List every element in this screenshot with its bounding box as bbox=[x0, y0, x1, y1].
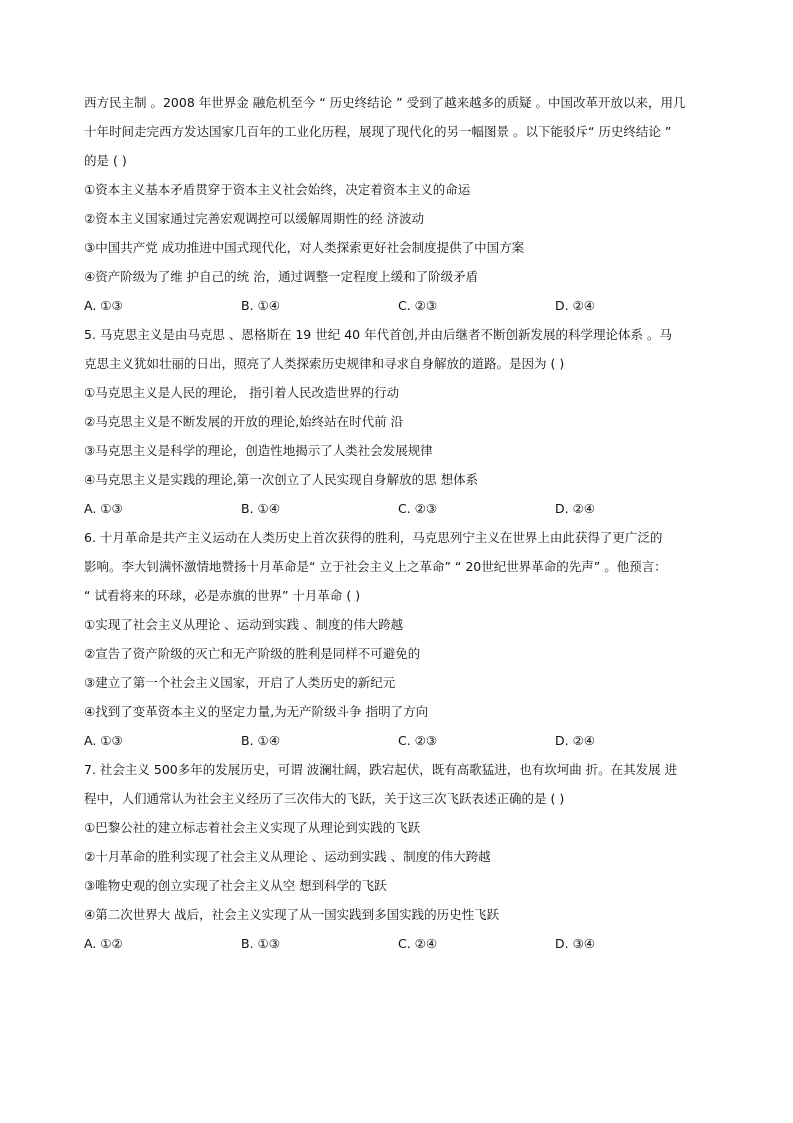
statement-item: ③马克思主义是科学的理论，创造性地揭示了人类社会发展规律 bbox=[84, 443, 433, 458]
statement-item: ①巴黎公社的建立标志着社会主义实现了从理论到实践的飞跃 bbox=[84, 820, 421, 835]
option-d: D. ②④ bbox=[555, 298, 595, 313]
question-4 bbox=[84, 88, 724, 320]
statement-item: ②宣告了资产阶级的灭亡和无产阶级的胜利是同样不可避免的 bbox=[84, 646, 421, 661]
statement-item: ③唯物史观的创立实现了社会主义从空 想到科学的飞跃 bbox=[84, 878, 387, 893]
option-b: B. ①③ bbox=[241, 936, 280, 951]
question-stem-line: “ 试看将来的环球，必是赤旗的世界” 十月革命 ( ) bbox=[84, 588, 361, 603]
question-7 bbox=[84, 755, 724, 958]
option-b: B. ①④ bbox=[241, 298, 280, 313]
option-b: B. ①④ bbox=[241, 501, 280, 516]
answer-options bbox=[84, 494, 724, 523]
question-6 bbox=[84, 523, 724, 755]
statement-item: ①马克思主义是人民的理论， 指引着人民改造世界的行动 bbox=[84, 385, 400, 400]
option-c: C. ②③ bbox=[398, 501, 438, 516]
answer-options bbox=[84, 929, 724, 958]
statement-item: ③建立了第一个社会主义国家，开启了人类历史的新纪元 bbox=[84, 675, 396, 690]
option-c: C. ②④ bbox=[398, 936, 438, 951]
question-stem-line: 的是 ( ) bbox=[84, 153, 127, 168]
statement-item: ①资本主义基本矛盾贯穿于资本主义社会始终，决定着资本主义的命运 bbox=[84, 182, 471, 197]
option-d: D. ③④ bbox=[555, 936, 595, 951]
question-stem-line: 程中，人们通常认为社会主义经历了三次伟大的飞跃，关于这三次飞跃表述正确的是 ( ) bbox=[84, 791, 565, 806]
question-stem-line: 7. 社会主义 500多年的发展历史，可谓 波澜壮阔，跌宕起伏，既有高歌猛进，也有坎坷曲 折。在其发展 进 bbox=[84, 762, 678, 777]
answer-options bbox=[84, 726, 724, 755]
statement-item: ①实现了社会主义从理论 、运动到实践 、制度的伟大跨越 bbox=[84, 617, 404, 632]
option-a: A. ①③ bbox=[84, 733, 123, 748]
answer-options bbox=[84, 291, 724, 320]
question-stem-line: 5. 马克思主义是由马克思 、恩格斯在 19 世纪 40 年代首创,并由后继者不断创新发展的科学理论体系 。马 bbox=[84, 327, 673, 342]
option-d: D. ②④ bbox=[555, 501, 595, 516]
question-stem-line: 西方民主制 。2008 年世界金 融危机至今 “ 历史终结论 ” 受到了越来越多的质疑 。中国改革开放以来，用几 bbox=[84, 95, 686, 110]
statement-item: ④资产阶级为了维 护自己的统 治，通过调整一定程度上缓和了阶级矛盾 bbox=[84, 269, 479, 284]
statement-item: ④第二次世界大 战后，社会主义实现了从一国实践到多国实践的历史性飞跃 bbox=[84, 907, 500, 922]
option-d: D. ②④ bbox=[555, 733, 595, 748]
option-c: C. ②③ bbox=[398, 298, 438, 313]
question-stem-line: 6. 十月革命是共产主义运动在人类历史上首次获得的胜利，马克思列宁主义在世界上由此获得了更广泛的 bbox=[84, 530, 663, 545]
option-a: A. ①③ bbox=[84, 501, 123, 516]
option-a: A. ①② bbox=[84, 936, 123, 951]
option-b: B. ①④ bbox=[241, 733, 280, 748]
option-a: A. ①③ bbox=[84, 298, 123, 313]
statement-item: ②资本主义国家通过完善宏观调控可以缓解周期性的经 济波动 bbox=[84, 211, 425, 226]
statement-item: ④找到了变革资本主义的坚定力量,为无产阶级斗争 指明了方向 bbox=[84, 704, 429, 719]
statement-item: ④马克思主义是实践的理论,第一次创立了人民实现自身解放的思 想体系 bbox=[84, 472, 479, 487]
question-stem-line: 十年时间走完西方发达国家几百年的工业化历程，展现了现代化的另一幅图景 。以下能驳斥“ 历史终结论 ” bbox=[84, 124, 672, 139]
question-stem-line: 克思主义犹如壮丽的日出，照亮了人类探索历史规律和寻求自身解放的道路。是因为 ( ) bbox=[84, 356, 565, 371]
page-content bbox=[84, 88, 724, 958]
statement-item: ③中国共产党 成功推进中国式现代化，对人类探索更好社会制度提供了中国方案 bbox=[84, 240, 525, 255]
question-5 bbox=[84, 320, 724, 523]
statement-item: ②马克思主义是不断发展的开放的理论,始终站在时代前 沿 bbox=[84, 414, 404, 429]
statement-item: ②十月革命的胜利实现了社会主义从理论 、运动到实践 、制度的伟大跨越 bbox=[84, 849, 491, 864]
option-c: C. ②③ bbox=[398, 733, 438, 748]
question-stem-line: 影响。李大钊满怀激情地赞扬十月革命是“ 立于社会主义上之革命” “ 20世纪世界革命的先声” 。他预言： bbox=[84, 559, 667, 574]
